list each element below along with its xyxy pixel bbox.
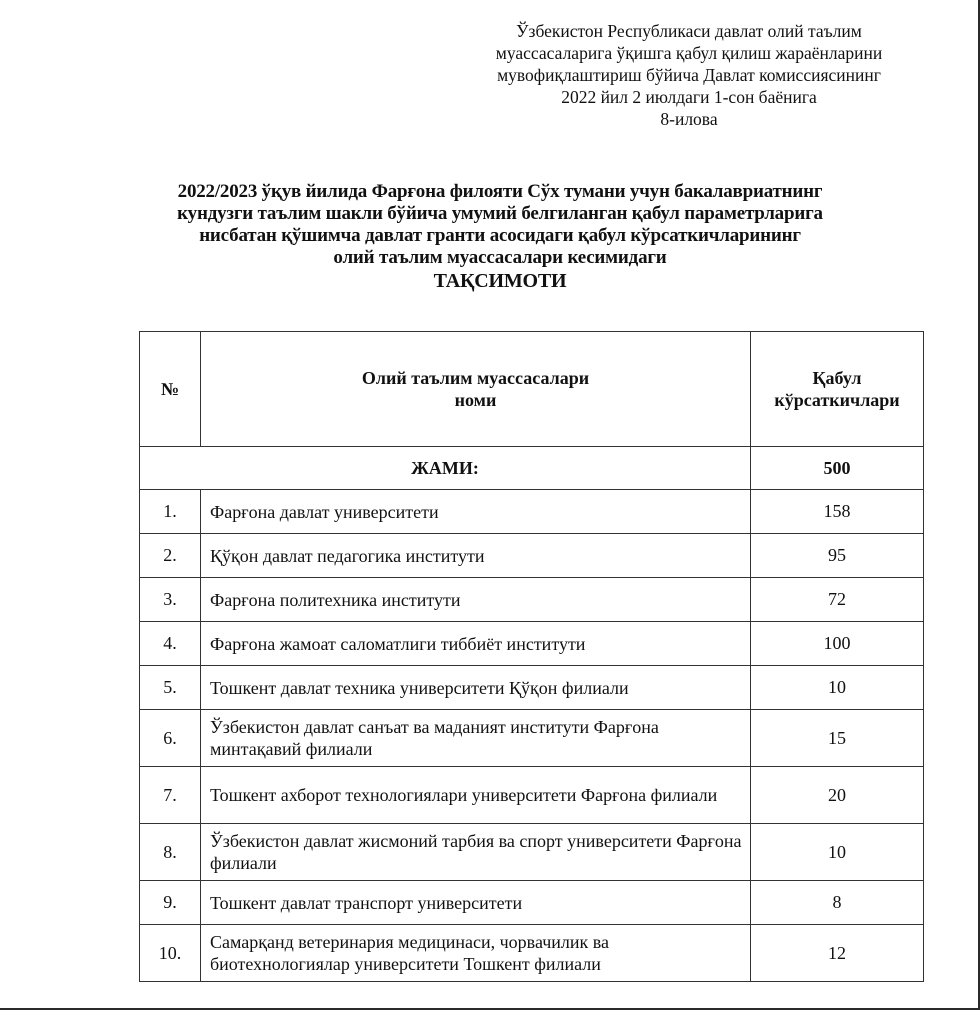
appendix-note-line: муассасаларига ўқишга қабул қилиш жараёнларини — [495, 43, 883, 63]
row-institution: Ўзбекистон давлат санъат ва маданият институти Фарғона минтақавий филиали — [201, 710, 751, 767]
table-header-row — [140, 332, 924, 447]
row-number: 7. — [140, 767, 201, 824]
title-line: олий таълим муассасалари кесимидаги — [333, 247, 667, 268]
row-quota: 95 — [751, 534, 924, 578]
header-number-label: № — [160, 379, 180, 399]
table-row — [140, 578, 924, 622]
row-quota: 10 — [751, 824, 924, 881]
table-total-row — [140, 447, 924, 490]
row-quota: 100 — [751, 622, 924, 666]
header-quota-line2: кўрсаткичлари — [774, 390, 900, 410]
title-line: 2022/2023 ўқув йилида Фарғона филояти Сўх тумани учун бакалавриатнинг — [177, 181, 823, 202]
header-institution — [201, 332, 751, 447]
title-line: кундузги таълим шакли бўйича умумий белгиланган қабул параметрларига — [177, 203, 823, 224]
header-institution-line1: Олий таълим муассасалари — [361, 368, 590, 388]
row-institution: Самарқанд ветеринария медицинаси, чорвачилик ва биотехнологиялар университети Тошкент филиали — [201, 925, 751, 982]
row-institution: Қўқон давлат педагогика институти — [201, 534, 751, 578]
appendix-note — [444, 20, 934, 130]
table-row — [140, 490, 924, 534]
title-heading-distribution: ТАҚСИМОТИ — [433, 270, 567, 292]
row-quota: 158 — [751, 490, 924, 534]
appendix-note-line: 2022 йил 2 июлдаги 1-сон баёнига — [561, 87, 817, 107]
row-institution: Тошкент давлат транспорт университети — [201, 881, 751, 925]
table-row — [140, 710, 924, 767]
row-number: 3. — [140, 578, 201, 622]
table-row — [140, 881, 924, 925]
row-institution: Фарғона политехника институти — [201, 578, 751, 622]
appendix-note-line: мувофиқлаштириш бўйича Давлат комиссиясининг — [497, 65, 881, 85]
row-quota: 10 — [751, 666, 924, 710]
row-number: 8. — [140, 824, 201, 881]
row-institution: Ўзбекистон давлат жисмоний тарбия ва спорт университети Фарғона филиали — [201, 824, 751, 881]
row-number: 1. — [140, 490, 201, 534]
table-row — [140, 925, 924, 982]
row-quota: 15 — [751, 710, 924, 767]
allocation-table — [139, 331, 924, 982]
table-row — [140, 666, 924, 710]
table-row — [140, 534, 924, 578]
table-row — [140, 622, 924, 666]
row-number: 5. — [140, 666, 201, 710]
row-quota: 20 — [751, 767, 924, 824]
title-line: нисбатан қўшимча давлат гранти асосидаги қабул кўрсаткичларининг — [199, 225, 801, 246]
row-number: 4. — [140, 622, 201, 666]
row-institution: Тошкент ахборот технологиялари университети Фарғона филиали — [201, 767, 751, 824]
row-institution: Фарғона давлат университети — [201, 490, 751, 534]
row-quota: 12 — [751, 925, 924, 982]
header-quota — [751, 332, 924, 447]
row-number: 6. — [140, 710, 201, 767]
header-quota-line1: Қабул — [812, 368, 862, 388]
total-value: 500 — [751, 447, 924, 490]
row-institution: Фарғона жамоат саломатлиги тиббиёт институти — [201, 622, 751, 666]
table-row — [140, 767, 924, 824]
row-institution: Тошкент давлат техника университети Қўқон филиали — [201, 666, 751, 710]
row-number: 9. — [140, 881, 201, 925]
appendix-number: 8-илова — [660, 109, 718, 129]
header-number — [140, 332, 201, 447]
row-quota: 8 — [751, 881, 924, 925]
header-institution-line2: номи — [454, 390, 497, 410]
document-title — [120, 181, 880, 293]
table-row — [140, 824, 924, 881]
appendix-note-line: Ўзбекистон Республикаси давлат олий таълим — [516, 21, 862, 41]
row-number: 2. — [140, 534, 201, 578]
row-quota: 72 — [751, 578, 924, 622]
total-label: ЖАМИ: — [140, 447, 751, 490]
row-number: 10. — [140, 925, 201, 982]
